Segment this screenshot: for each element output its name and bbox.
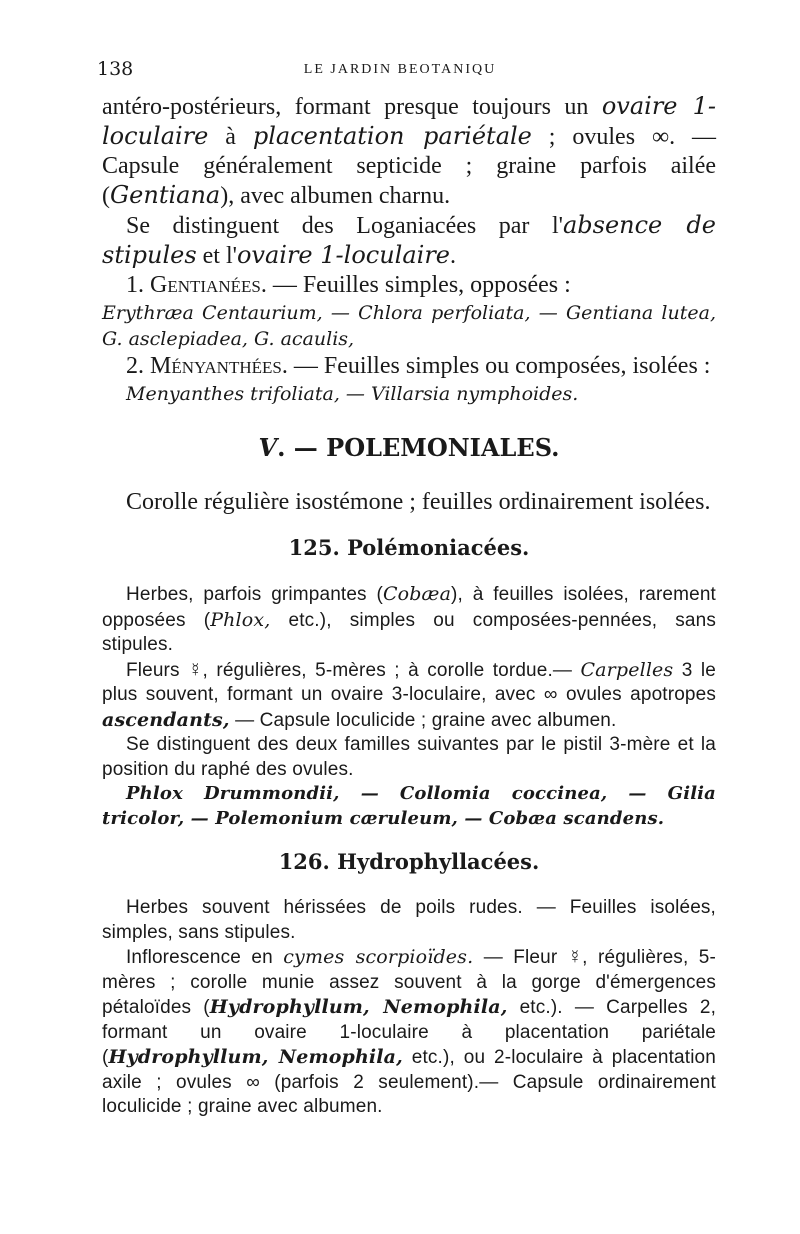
tribe-1-examples: Erythræa Centaurium, — Chlora perfoliata, — Gentiana lutea, G. asclepiadea, G. acaulis, [102,302,716,350]
order-heading: V. — POLEMONIALES. [258,433,560,462]
tribe-2-examples: Menyanthes trifoliata, — Villarsia nymphoides. [126,383,579,405]
family-125-p2: Fleurs ☿, régulières, 5-mères ; à corolle tordue.— Carpelles 3 le plus souvent, formant un ovaire 3-loculaire, avec ∞ ovules apotropes ascendants, — Capsule loculicide ; graine avec albumen. [102,658,716,731]
intro-paragraph: antéro-postérieurs, formant presque toujours un ovaire 1-loculaire à placentation pariétale ; ovules ∞. — Capsule généralement septicide ; graine parfois ailée (Gentiana), avec albumen charnu. [102,92,716,209]
tribe-2: 2. Ményanthées. — Feuilles simples ou composées, isolées : [126,353,711,379]
tribe-1: 1. Gentianées. — Feuilles simples, opposées : [126,272,571,298]
family-126-heading: 126. Hydrophyllacées. [278,849,540,874]
order-description: Corolle régulière isostémone ; feuilles ordinairement isolées. [126,489,711,515]
running-title: LE JARDIN BEOTANIQU [303,62,497,77]
page-number: 138 [97,58,134,80]
family-125-heading: 125. Polémoniacées. [288,535,530,560]
family-126-text [102,896,716,1120]
section-continued [102,92,716,517]
family-125-p1: Herbes, parfois grimpantes (Cobæa), à feuilles isolées, rarement opposées (Phlox, etc.), simples ou composées-pennées, sans stipules. [102,583,717,655]
family-126-p2: Inflorescence en cymes scorpioïdes. — Fleur ☿, régulières, 5-mères ; corolle munie assez souvent à la gorge d'émergences pétaloïdes (Hydrophyllum, Nemophila, etc.). — Carpelles 2, formant un ovaire 1-loculaire à placentation pariétale (Hydrophyllum, Nemophila, etc.), ou 2-loculaire à placentation axile ; ovules ∞ (parfois 2 seulement).— Capsule ordinairement loculicide ; graine avec albumen. [102,946,716,1117]
family-125-text [102,582,716,831]
distinction-paragraph: Se distinguent des Loganiacées par l'absence de stipules et l'ovaire 1-loculaire. [102,211,716,269]
family-125-p3: Se distinguent des deux familles suivantes par le pistil 3-mère et la position du raphé des ovules. [102,734,716,780]
family-125-examples: Phlox Drummondii, — Collomia coccinea, — Gilia tricolor, — Polemonium cæruleum, — Cobæa scandens. [102,783,716,829]
page-header [0,52,800,82]
page-body [102,92,716,1120]
family-126-p1: Herbes souvent hérissées de poils rudes. — Feuilles isolées, simples, sans stipules. [102,897,716,943]
